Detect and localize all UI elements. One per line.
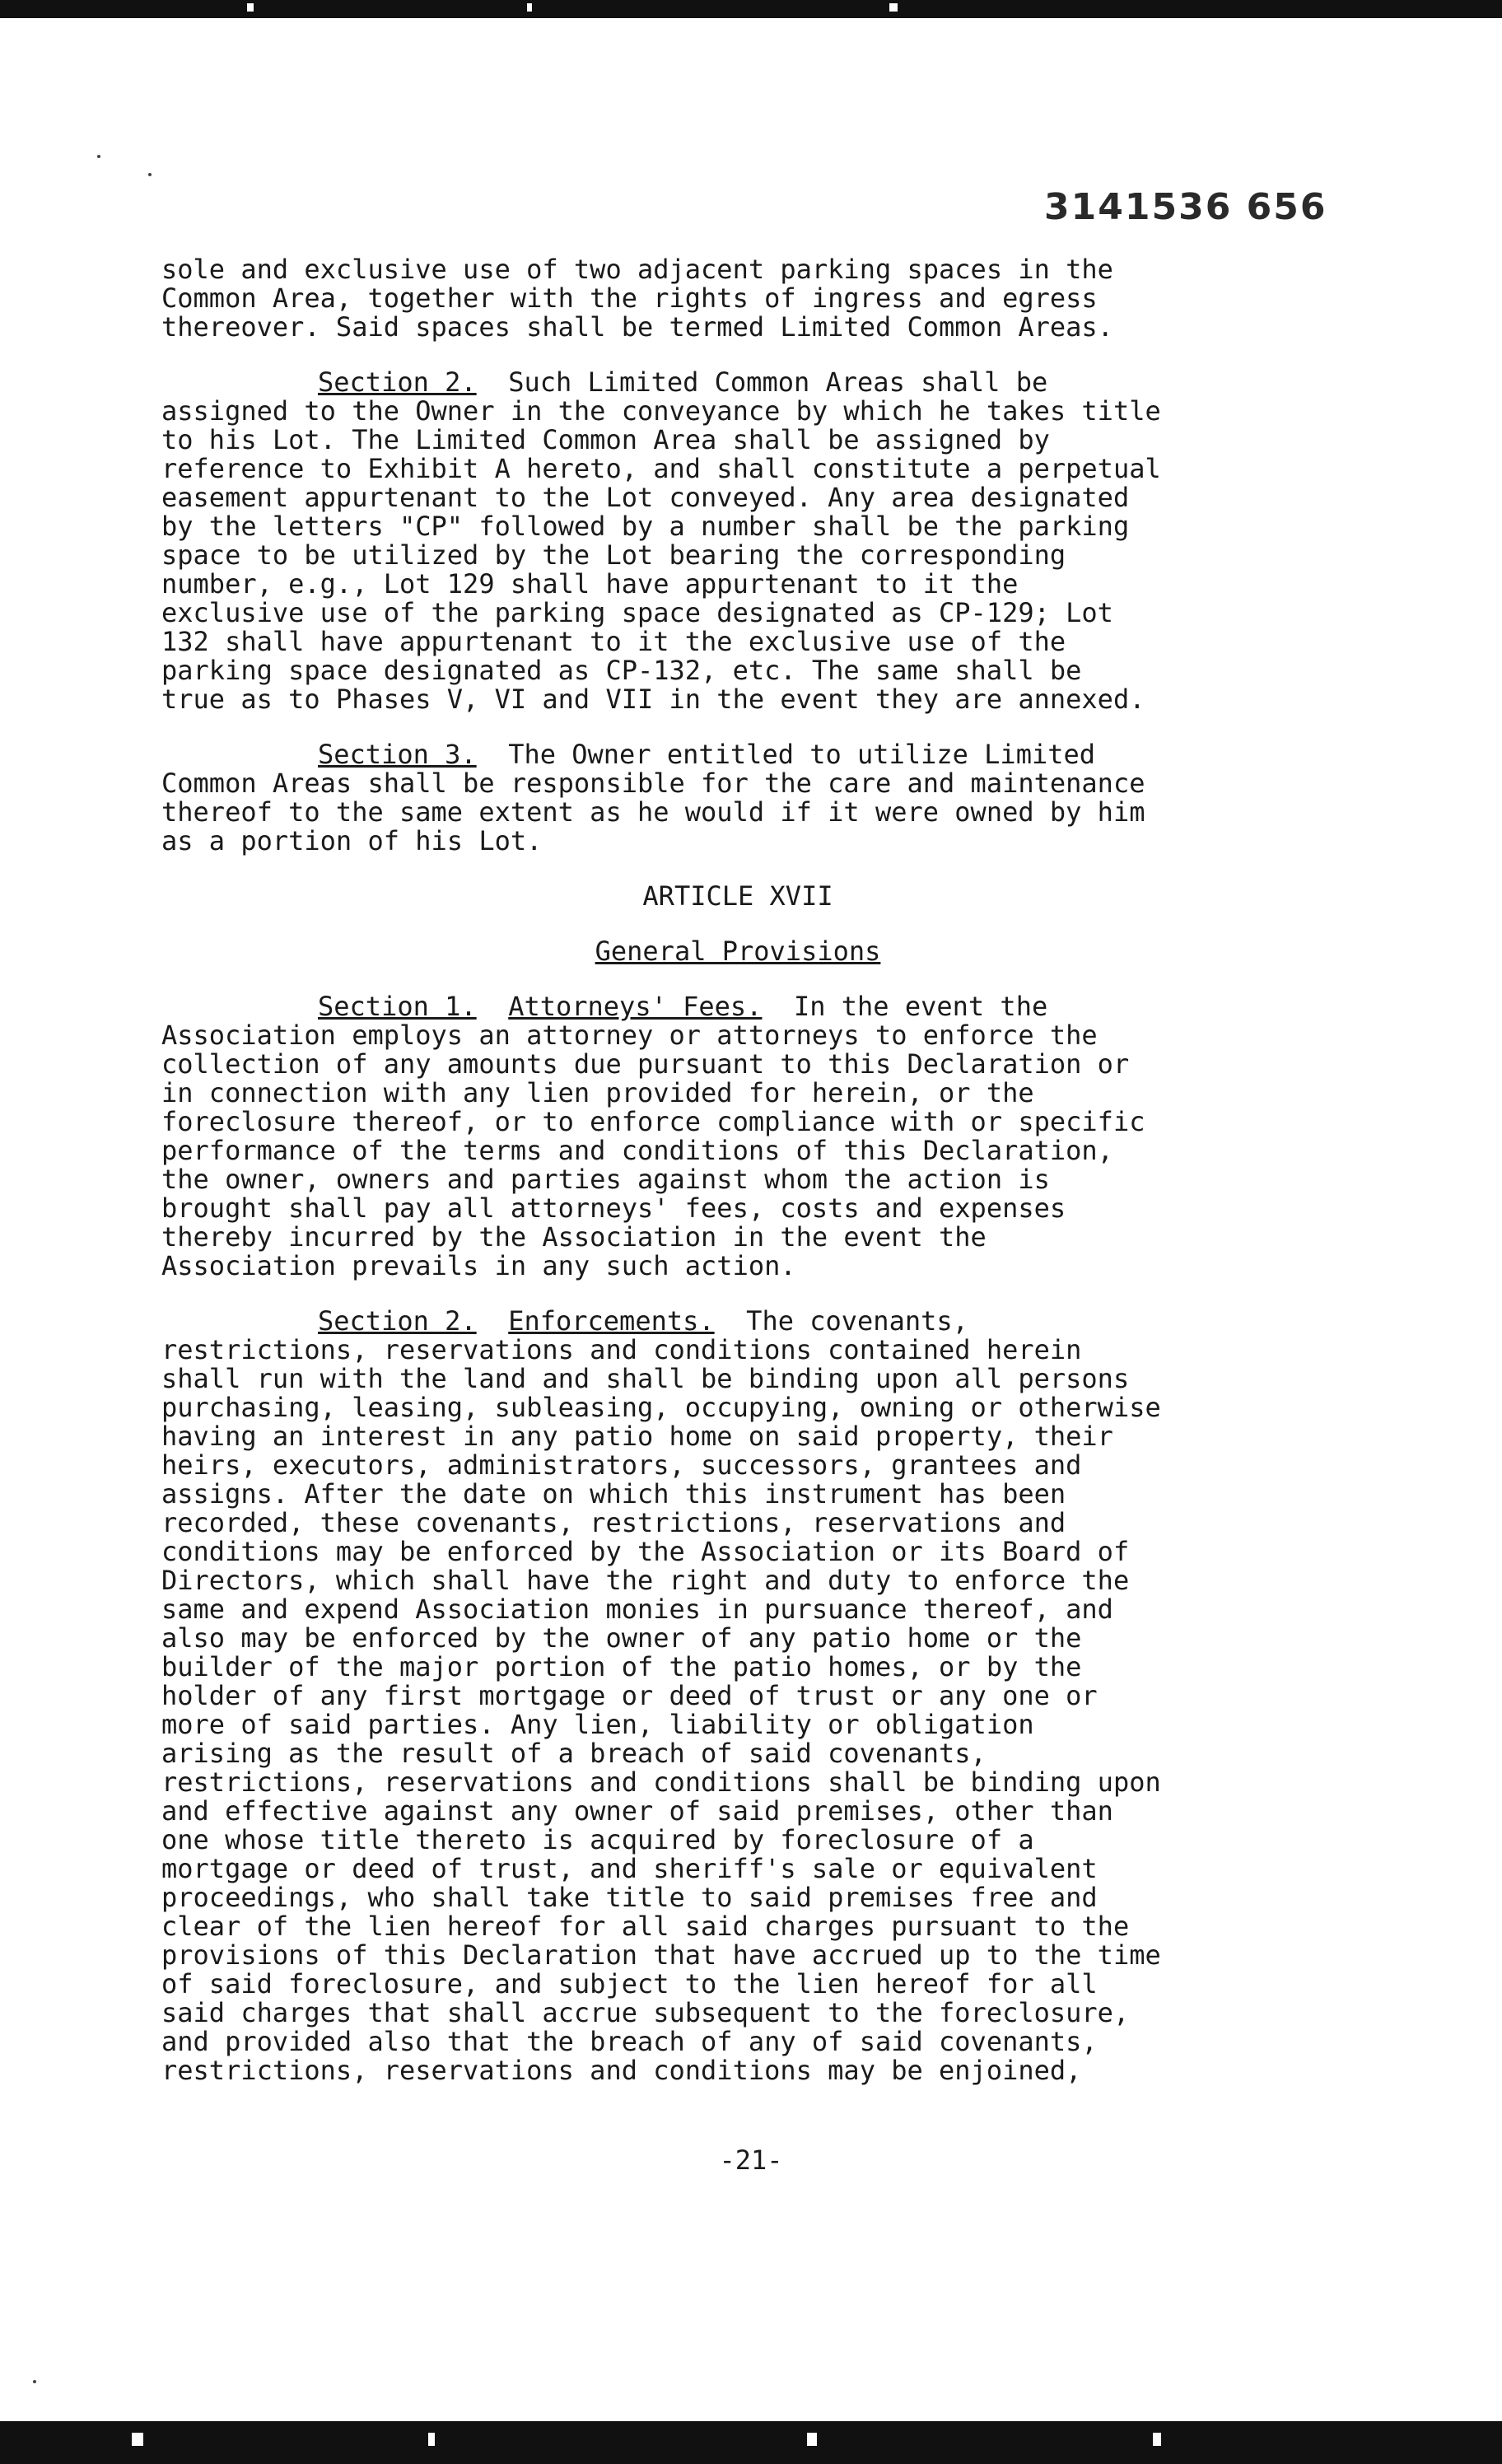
document-body <box>161 255 1314 2112</box>
text-line: assigned to the Owner in the conveyance by which he takes title <box>161 395 1161 427</box>
section-heading: Section 3. <box>318 739 477 770</box>
text-line: performance of the terms and conditions of this Declaration, <box>161 1135 1113 1166</box>
text-line: provisions of this Declaration that have accrued up to the time <box>161 1939 1161 1971</box>
text-line: brought shall pay all attorneys' fees, costs and expenses <box>161 1192 1066 1224</box>
text-line: arising as the result of a breach of said covenants, <box>161 1738 987 1769</box>
text-line: builder of the major portion of the patio homes, or by the <box>161 1651 1082 1682</box>
text-line: having an interest in any patio home on said property, their <box>161 1421 1113 1452</box>
text-line: thereby incurred by the Association in the event the <box>161 1221 987 1253</box>
text-line: sole and exclusive use of two adjacent parking spaces in the <box>161 254 1113 285</box>
text-line: 132 shall have appurtenant to it the exclusive use of the <box>161 626 1066 657</box>
section-heading: Section 2. <box>318 366 477 398</box>
text-line: Association prevails in any such action. <box>161 1250 796 1281</box>
text-line: more of said parties. Any lien, liability or obligation <box>161 1709 1034 1740</box>
text-line: holder of any first mortgage or deed of trust or any one or <box>161 1680 1098 1711</box>
text-line: restrictions, reservations and conditions may be enjoined, <box>161 2055 1082 2086</box>
text-line: parking space designated as CP-132, etc. The same shall be <box>161 655 1082 686</box>
section-title: Attorneys' Fees. <box>508 991 763 1022</box>
paragraph-section-2 <box>161 368 1314 714</box>
section-lead-text: Such Limited Common Areas shall be <box>476 366 1048 398</box>
text-line: restrictions, reservations and conditions shall be binding upon <box>161 1766 1161 1798</box>
text-line: Directors, which shall have the right and duty to enforce the <box>161 1565 1130 1596</box>
section-heading: Section 2. <box>318 1305 477 1337</box>
scan-border-top <box>0 0 1502 18</box>
text-line: to his Lot. The Limited Common Area shall be assigned by <box>161 424 1050 455</box>
section-heading: Section 1. <box>318 991 477 1022</box>
text-line: Common Area, together with the rights of ingress and egress <box>161 282 1098 314</box>
text-line: foreclosure thereof, or to enforce compliance with or specific <box>161 1106 1145 1137</box>
text-line: reference to Exhibit A hereto, and shall constitute a perpetual <box>161 453 1161 484</box>
text-line: number, e.g., Lot 129 shall have appurtenant to it the <box>161 568 1019 600</box>
text-line: restrictions, reservations and conditions contained herein <box>161 1334 1082 1365</box>
paragraph-section-3 <box>161 740 1314 856</box>
paragraph-continuation <box>161 255 1314 342</box>
section-first-line <box>161 992 1314 1021</box>
section-lead-text: The Owner entitled to utilize Limited <box>476 739 1096 770</box>
text-line: collection of any amounts due pursuant to this Declaration or <box>161 1048 1130 1080</box>
text-line: same and expend Association monies in pursuance thereof, and <box>161 1594 1113 1625</box>
text-line: by the letters "CP" followed by a number shall be the parking <box>161 511 1130 542</box>
article-title: ARTICLE XVII <box>642 880 833 912</box>
text-line: mortgage or deed of trust, and sheriff's sale or equivalent <box>161 1853 1098 1884</box>
text-line: proceedings, who shall take title to said premises free and <box>161 1882 1098 1913</box>
text-line: and effective against any owner of said premises, other than <box>161 1795 1113 1827</box>
scan-speck <box>148 173 152 176</box>
document-stamp: 3141536 656 <box>1044 186 1327 228</box>
article-subtitle <box>161 937 1314 966</box>
text-line: recorded, these covenants, restrictions, reservations and <box>161 1507 1066 1538</box>
section-first-line <box>161 368 1314 397</box>
section-first-line <box>161 1307 1314 1336</box>
text-line: of said foreclosure, and subject to the lien hereof for all <box>161 1968 1098 2000</box>
text-line: said charges that shall accrue subsequent to the foreclosure, <box>161 1997 1130 2028</box>
provision-attorneys-fees <box>161 992 1314 1281</box>
text-line: thereof to the same extent as he would if it were owned by him <box>161 796 1145 828</box>
article-subtitle-text: General Provisions <box>595 936 881 967</box>
text-line: Association employs an attorney or attorneys to enforce the <box>161 1020 1098 1051</box>
text-line: true as to Phases V, VI and VII in the event they are annexed. <box>161 684 1145 715</box>
text-line: in connection with any lien provided for herein, or the <box>161 1077 1034 1108</box>
text-line: conditions may be enforced by the Association or its Board of <box>161 1536 1130 1567</box>
text-line: heirs, executors, administrators, successors, grantees and <box>161 1449 1082 1481</box>
text-line: the owner, owners and parties against whom the action is <box>161 1164 1050 1195</box>
text-line: and provided also that the breach of any of said covenants, <box>161 2026 1098 2057</box>
text-line: thereover. Said spaces shall be termed Limited Common Areas. <box>161 311 1113 343</box>
section-title: Enforcements. <box>508 1305 715 1337</box>
text-line: one whose title thereto is acquired by foreclosure of a <box>161 1824 1034 1855</box>
text-line: clear of the lien hereof for all said charges pursuant to the <box>161 1911 1130 1942</box>
scan-speck <box>33 2380 36 2383</box>
text-line: Common Areas shall be responsible for the care and maintenance <box>161 768 1145 799</box>
page-number: -21- <box>719 2144 783 2176</box>
text-line: purchasing, leasing, subleasing, occupying, owning or otherwise <box>161 1392 1161 1423</box>
text-line: assigns. After the date on which this instrument has been <box>161 1478 1066 1510</box>
provision-enforcements <box>161 1307 1314 2085</box>
text-line: shall run with the land and shall be binding upon all persons <box>161 1363 1130 1394</box>
text-line: as a portion of his Lot. <box>161 825 543 856</box>
section-lead-text: The covenants, <box>714 1305 968 1337</box>
section-first-line <box>161 740 1314 769</box>
text-line: exclusive use of the parking space designated as CP-129; Lot <box>161 597 1113 628</box>
section-lead-text: In the event the <box>762 991 1048 1022</box>
scan-speck <box>97 155 100 158</box>
text-line: space to be utilized by the Lot bearing the corresponding <box>161 539 1066 571</box>
text-line: easement appurtenant to the Lot conveyed. Any area designated <box>161 482 1130 513</box>
scan-border-bottom <box>0 2421 1502 2464</box>
text-line: also may be enforced by the owner of any patio home or the <box>161 1622 1082 1654</box>
